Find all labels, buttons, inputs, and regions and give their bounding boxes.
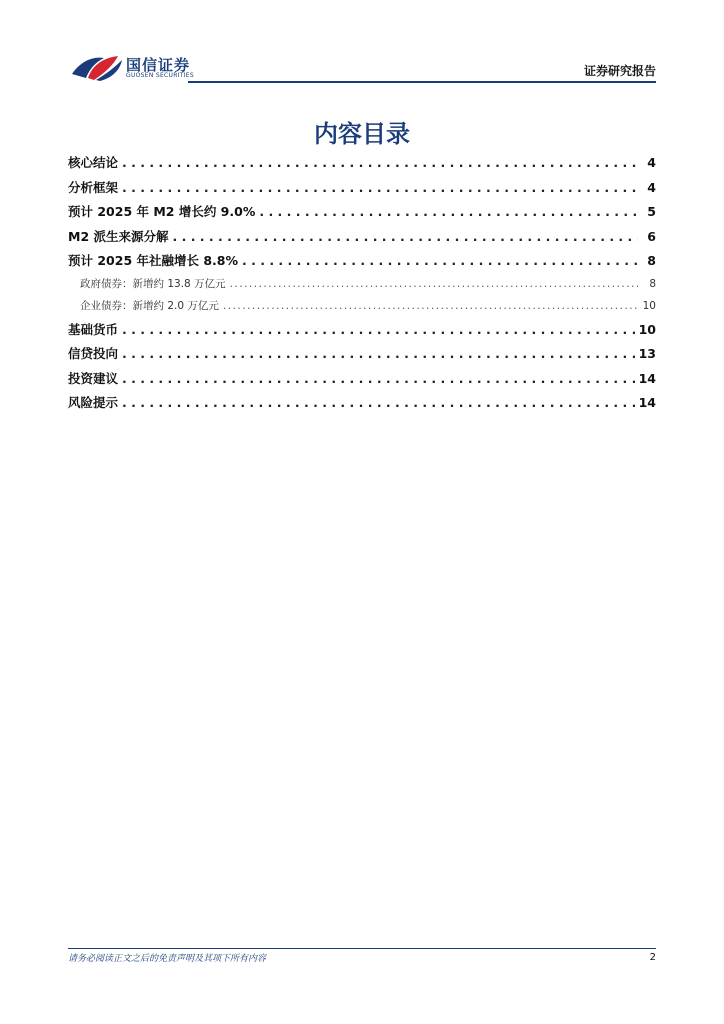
footer-divider — [68, 948, 656, 949]
toc-entry-page: 5 — [647, 204, 656, 219]
toc-entry-page: 13 — [638, 346, 656, 361]
logo-name-cn: 国信证券 — [126, 56, 191, 74]
toc-entry[interactable] — [68, 320, 656, 345]
toc-entry-label: 风险提示 — [68, 395, 119, 410]
toc-entry-page: 14 — [638, 395, 656, 410]
footer-page-number: 2 — [649, 952, 656, 963]
toc-entry[interactable] — [68, 153, 656, 178]
toc-dot-leader — [122, 346, 635, 361]
toc-dot-leader — [122, 180, 638, 195]
guosen-logo-icon — [70, 52, 124, 82]
toc-entry-label: 信贷投向 — [68, 346, 119, 361]
toc-entry-label: 核心结论 — [68, 155, 119, 170]
report-type-label: 证券研究报告 — [583, 64, 656, 78]
toc-entry[interactable] — [68, 369, 656, 394]
toc-entry-page: 4 — [647, 179, 656, 195]
toc-title: 内容目录 — [314, 120, 410, 148]
page-header — [68, 50, 656, 84]
header-divider — [188, 81, 656, 83]
toc-dot-leader — [223, 300, 638, 312]
toc-entry[interactable] — [68, 344, 656, 369]
footer-disclaimer: 请务必阅读正文之后的免责声明及其项下所有内容 — [68, 954, 267, 964]
toc-entry-label: 预计 2025 年 M2 增长约 9.0% — [68, 204, 256, 219]
toc-entry[interactable] — [68, 251, 656, 276]
toc-entry-page: 6 — [647, 228, 656, 244]
toc-entry-page: 8 — [649, 277, 656, 290]
toc-entry[interactable] — [68, 227, 656, 252]
toc-dot-leader — [230, 278, 638, 290]
toc-entry-label: 预计 2025 年社融增长 8.8% — [68, 253, 239, 268]
toc-dot-leader — [173, 229, 639, 244]
toc-dot-leader — [122, 322, 635, 337]
toc-entry-label: 企业债券：新增约 2.0 万亿元 — [80, 299, 219, 312]
toc-entry-label: 基础货币 — [68, 321, 119, 337]
toc-entry-page: 10 — [638, 321, 656, 337]
toc-entry[interactable] — [68, 276, 656, 298]
toc-dot-leader — [242, 253, 638, 268]
toc-entry-label: 分析框架 — [68, 179, 119, 195]
toc-dot-leader — [122, 395, 635, 410]
toc-entry[interactable] — [68, 202, 656, 227]
toc-entry[interactable] — [68, 393, 656, 418]
table-of-contents — [68, 153, 656, 418]
toc-entry[interactable] — [68, 298, 656, 320]
toc-entry-page: 4 — [647, 155, 656, 170]
toc-entry-page: 8 — [647, 253, 656, 268]
toc-dot-leader — [122, 155, 638, 170]
toc-dot-leader — [259, 204, 638, 219]
toc-entry[interactable] — [68, 178, 656, 203]
toc-entry-label: 投资建议 — [68, 370, 119, 386]
toc-entry-page: 10 — [642, 299, 656, 312]
toc-entry-page: 14 — [638, 370, 656, 386]
toc-entry-label: 政府债券：新增约 13.8 万亿元 — [80, 277, 226, 290]
logo-name-en: GUOSEN SECURITIES — [126, 72, 195, 79]
toc-entry-label: M2 派生来源分解 — [68, 228, 169, 244]
toc-dot-leader — [122, 371, 635, 386]
